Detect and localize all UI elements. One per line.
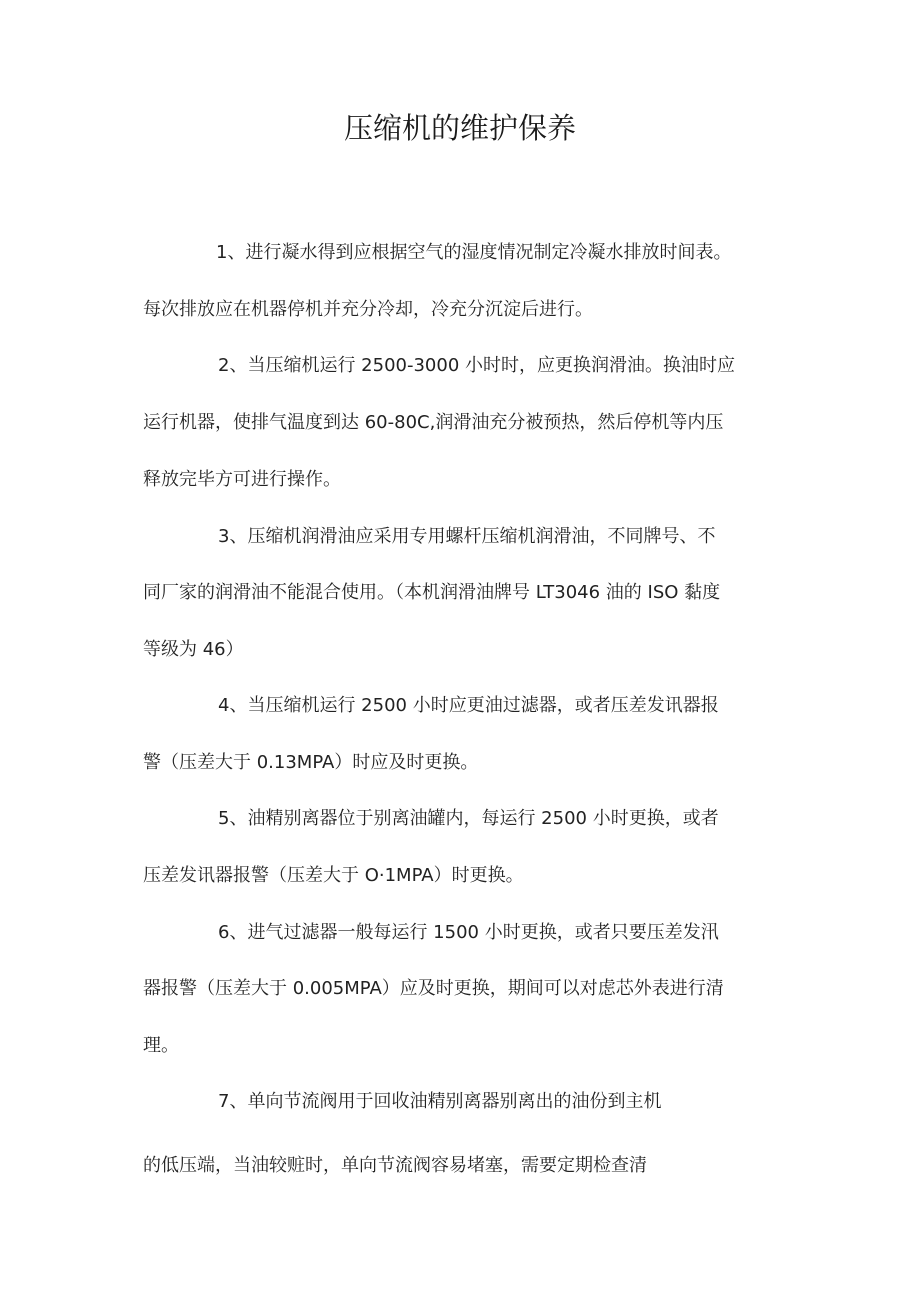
paragraph-3-line-1: 3、压缩机润滑油应采用专用螺杆压缩机润滑油，不同牌号、不 [218,526,716,547]
page-title: 压缩机的维护保养 [343,111,576,145]
paragraph-6-line-2: 器报警（压差大于 0.005MPA）应及时更换，期间可以对虑芯外表进行清 [143,978,724,999]
paragraph-7-line-2: 的低压端，当油较赃时，单向节流阀容易堵塞，需要定期检查清 [143,1155,647,1176]
paragraph-6-line-1: 6、进气过滤器一般每运行 1500 小时更换，或者只要压差发汛 [218,922,719,943]
paragraph-2-line-3: 释放完毕方可进行操作。 [143,469,341,490]
paragraph-4-line-2: 警（压差大于 0.13MPA）时应及时更换。 [143,752,479,773]
paragraph-2-line-2: 运行机器，使排气温度到达 60-80C,润滑油充分被预热，然后停机等内压 [143,412,724,433]
paragraph-6-line-3: 理。 [143,1035,179,1056]
paragraph-7-line-1: 7、单向节流阀用于回收油精别离器别离出的油份到主机 [218,1091,662,1112]
paragraph-3-line-2: 同厂家的润滑油不能混合使用。（本机润滑油牌号 LT3046 油的 ISO 黏度 [143,582,721,603]
paragraph-2-line-1: 2、当压缩机运行 2500-3000 小时时，应更换润滑油。换油时应 [218,355,736,376]
paragraph-1-line-1: 1、进行凝水得到应根据空气的湿度情况制定冷凝水排放时间表。 [216,242,732,263]
paragraph-4-line-1: 4、当压缩机运行 2500 小时应更油过滤器，或者压差发讯器报 [218,695,719,716]
paragraph-1-line-2: 每次排放应在机器停机并充分冷却，冷充分沉淀后进行。 [143,299,593,320]
paragraph-5-line-1: 5、油精别离器位于别离油罐内，每运行 2500 小时更换，或者 [218,808,719,829]
paragraph-3-line-3: 等级为 46） [143,639,244,660]
paragraph-5-line-2: 压差发讯器报警（压差大于 O·1MPA）时更换。 [143,865,524,886]
